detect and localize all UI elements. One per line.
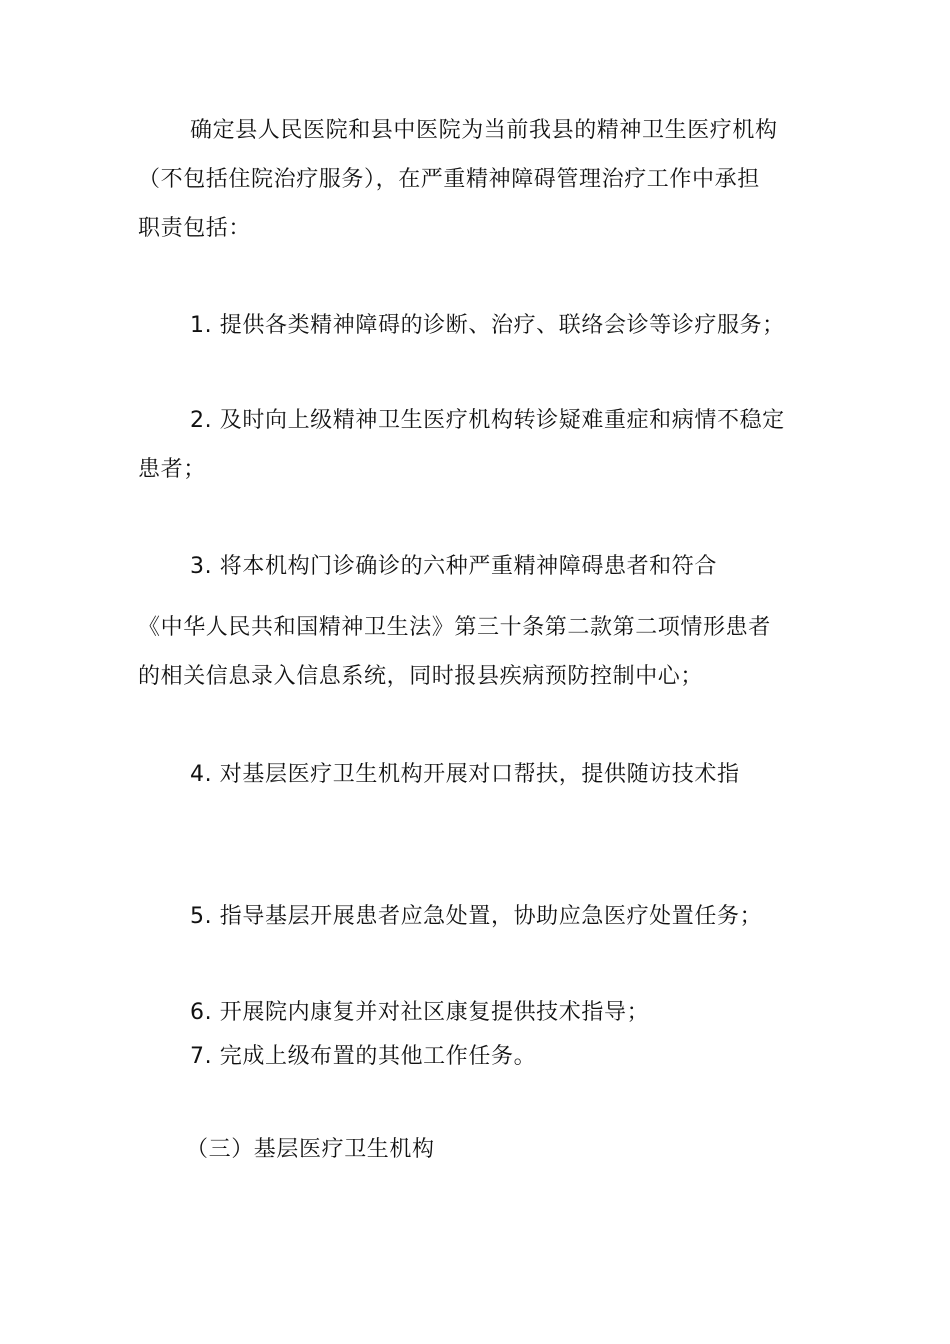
list-item-3-line-1: 3. 将本机构门诊确诊的六种严重精神障碍患者和符合 [190, 554, 717, 579]
list-item-5: 5. 指导基层开展患者应急处置，协助应急医疗处置任务； [190, 904, 763, 929]
list-item-1: 1. 提供各类精神障碍的诊断、治疗、联络会诊等诊疗服务； [190, 313, 785, 338]
list-item-3-line-2: 《中华人民共和国精神卫生法》第三十条第二款第二项情形患者 [138, 615, 771, 640]
list-item-3-line-3: 的相关信息录入信息系统，同时报县疾病预防控制中心； [138, 664, 704, 689]
section-heading: （三）基层医疗卫生机构 [186, 1137, 435, 1162]
list-item-6: 6. 开展院内康复并对社区康复提供技术指导； [190, 1000, 650, 1025]
list-item-2-line-1: 2. 及时向上级精神卫生医疗机构转诊疑难重症和病情不稳定 [190, 408, 785, 433]
list-item-2-line-2: 患者； [138, 457, 206, 482]
intro-line-3: 职责包括： [138, 216, 252, 241]
intro-line-1: 确定县人民医院和县中医院为当前我县的精神卫生医疗机构 [190, 118, 778, 143]
list-item-4: 4. 对基层医疗卫生机构开展对口帮扶，提供随访技术指 [190, 762, 740, 787]
intro-line-2: （不包括住院治疗服务），在严重精神障碍管理治疗工作中承担 [138, 167, 760, 192]
list-item-7: 7. 完成上级布置的其他工作任务。 [190, 1044, 537, 1069]
